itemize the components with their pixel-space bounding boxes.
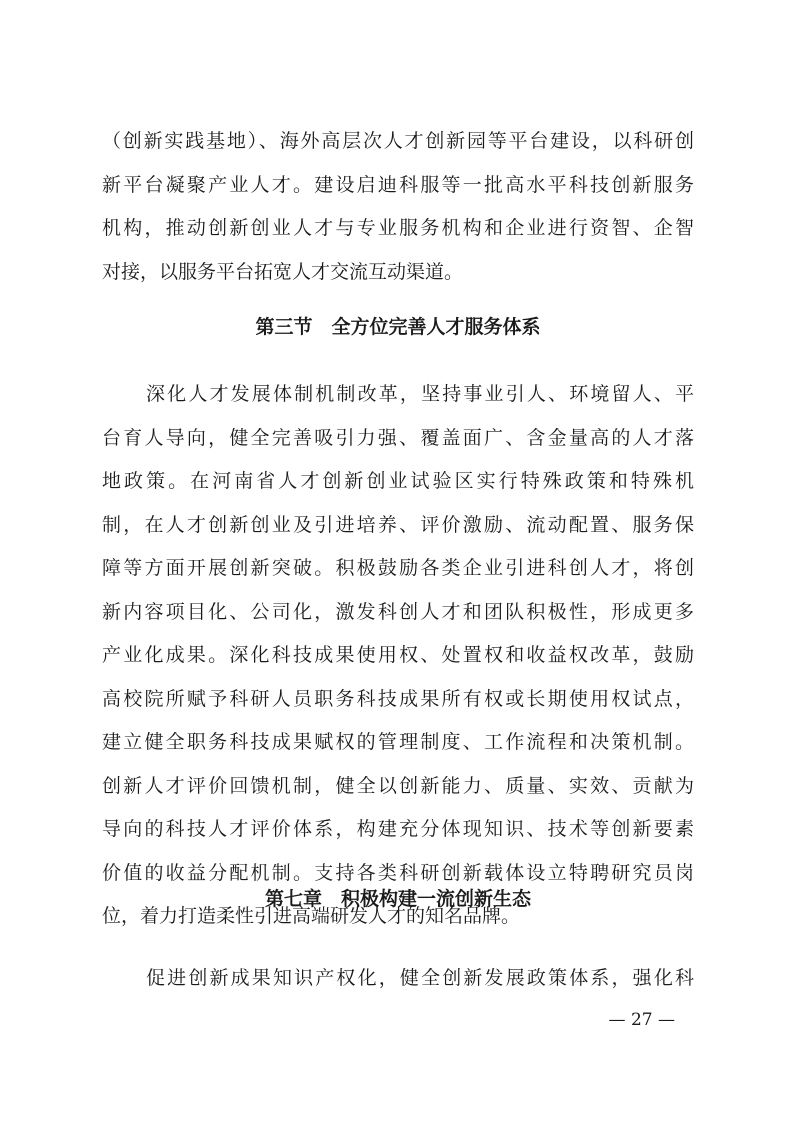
- text-line: 创新人才评价回馈机制，健全以创新能力、质量、实效、贡献为: [102, 774, 694, 797]
- text-line: 导向的科技人才评价体系，构建充分体现知识、技术等创新要素: [102, 818, 694, 840]
- text-line: 位，着力打造柔性引进高端研发人才的知名品牌。: [102, 905, 521, 927]
- text-line: 新内容项目化、公司化，激发科创人才和团队积极性，形成更多: [102, 600, 694, 623]
- text-line: 台育人导向，健全完善吸引力强、覆盖面广、含金量高的人才落: [102, 426, 694, 449]
- text-line: 价值的收益分配机制。支持各类科研创新载体设立特聘研究员岗: [102, 861, 694, 884]
- text-line: 地政策。在河南省人才创新创业试验区实行特殊政策和特殊机: [102, 470, 694, 492]
- page-number: — 27 —: [608, 1010, 675, 1030]
- text-line: 产业化成果。深化科技成果使用权、处置权和收益权改革，鼓励: [102, 644, 694, 666]
- text-line: （创新实践基地）、海外高层次人才创新园等平台建设，以科研创: [102, 130, 694, 152]
- text-line: 制，在人才创新创业及引进培养、评价激励、流动配置、服务保: [102, 513, 694, 536]
- text-line: 高校院所赋予科研人员职务科技成果所有权或长期使用权试点，: [102, 687, 694, 710]
- chapter-heading: 第七章 积极构建一流创新生态: [264, 888, 531, 910]
- paragraph-3: [102, 957, 694, 1001]
- text-line: 深化人才发展体制机制改革，坚持事业引人、环境留人、平: [146, 383, 694, 405]
- text-line: 对接，以服务平台拓宽人才交流互动渠道。: [102, 260, 464, 283]
- text-line: 机构，推动创新创业人才与专业服务机构和企业进行资智、企智: [102, 217, 694, 239]
- text-line: 障等方面开展创新突破。积极鼓励各类企业引进科创人才，将创: [102, 557, 694, 579]
- paragraph-1: [102, 120, 694, 294]
- paragraph-2: [102, 373, 694, 939]
- text-line: 建立健全职务科技成果赋权的管理制度、工作流程和决策机制。: [102, 731, 694, 753]
- section-heading: 第三节 全方位完善人才服务体系: [255, 316, 541, 338]
- text-line: 新平台凝聚产业人才。建设启迪科服等一批高水平科技创新服务: [102, 173, 694, 196]
- text-line: 促进创新成果知识产权化，健全创新发展政策体系，强化科: [146, 967, 694, 989]
